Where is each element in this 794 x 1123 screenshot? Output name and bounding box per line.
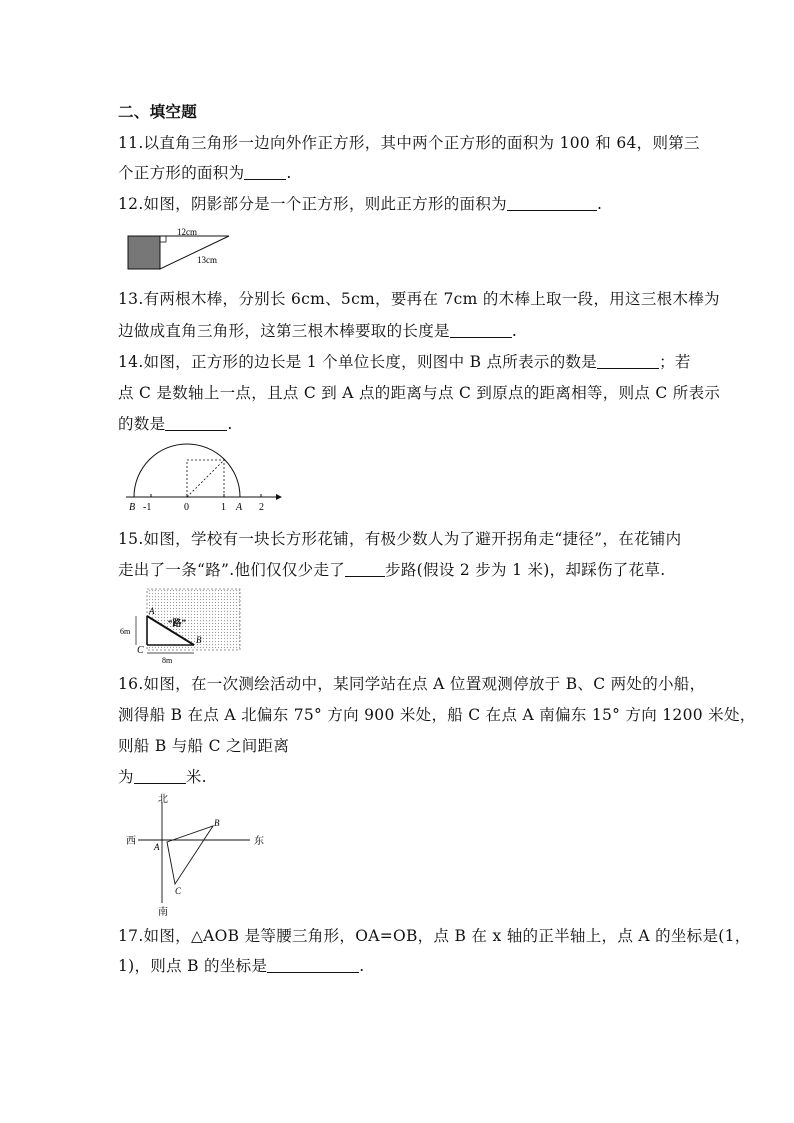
q12-label-hyp: 13cm	[197, 255, 217, 265]
q15-label-6m: 6m	[120, 627, 131, 636]
q14-line3	[118, 413, 233, 435]
q14-text-post: ；若	[659, 353, 691, 371]
q14-label-2: 2	[259, 502, 264, 513]
q11-text: 个正方形的面积为	[118, 164, 245, 182]
q14-text-3: 的数是	[118, 415, 166, 433]
q17-line1: 17.如图，△AOB 是等腰三角形，OA=OB，点 B 在 x 轴的正半轴上，点 A 的坐标是(1，	[118, 927, 751, 945]
q16-label-A: A	[154, 842, 160, 852]
q16-text: 为	[118, 768, 134, 786]
q14-figure	[118, 442, 283, 514]
q15-figure	[118, 586, 244, 666]
q13-answer-blank	[450, 321, 512, 338]
q14-label-1: 1	[221, 502, 226, 513]
q15-label-road: “路”	[168, 618, 187, 628]
q14-label-minus1: -1	[143, 502, 152, 513]
q16-line4	[118, 766, 207, 788]
q14-label-0: 0	[184, 502, 189, 513]
q16-answer-blank	[134, 767, 186, 784]
q12-figure	[127, 226, 237, 274]
q16-line3: 则船 B 与船 C 之间距离	[118, 737, 290, 755]
q16-text-post: 米.	[185, 768, 207, 786]
q16-label-B: B	[214, 818, 220, 828]
q14-period: .	[227, 415, 233, 433]
q15-label-A: A	[149, 606, 155, 616]
q17-text: 1)，则点 B 的坐标是	[118, 957, 268, 975]
q12-period: .	[596, 195, 603, 213]
q15-answer-blank	[345, 560, 385, 577]
q14-label-B: B	[129, 502, 136, 513]
q12-text: 12.如图，阴影部分是一个正方形，则此正方形的面积为	[118, 195, 507, 213]
q14-label-A: A	[236, 502, 243, 513]
q14-line1	[118, 351, 691, 373]
q16-label-north: 北	[158, 794, 168, 805]
q12-triangle	[160, 236, 229, 269]
q11-period: .	[286, 164, 292, 182]
q13-period: .	[511, 322, 518, 340]
q13-line2	[118, 320, 517, 342]
q15-label-C: C	[137, 645, 144, 656]
q16-line2: 测得船 B 在点 A 北偏东 75° 方向 900 米处，船 C 在点 A 南偏东 15° 方向 1200 米处，	[118, 706, 756, 724]
q15-line1: 15.如图，学校有一块长方形花铺，有极少数人为了避开拐角走“捷径”，在花铺内	[118, 530, 682, 548]
q14-line2: 点 C 是数轴上一点，且点 C 到 A 点的距离与点 C 到原点的距离相等，则点 C 所表示	[118, 384, 721, 402]
q11-answer-blank	[244, 163, 286, 180]
q14-diagonal	[187, 460, 224, 497]
q13-text: 边做成直角三角形，这第三根木棒要取的长度是	[118, 322, 450, 340]
q15-label-B: B	[196, 635, 202, 645]
q12-line1	[118, 193, 602, 215]
q12-label-top: 12cm	[177, 227, 197, 237]
q17-period: .	[359, 957, 365, 975]
q14-text: 14.如图，正方形的边长是 1 个单位长度，则图中 B 点所表示的数是	[118, 353, 598, 371]
q16-label-west: 西	[126, 836, 136, 847]
q14-axis-arrow	[276, 494, 282, 500]
q12-shaded-square	[128, 236, 160, 269]
q14-answer-blank-2	[165, 414, 227, 431]
q16-label-south: 南	[158, 907, 168, 918]
q11-line1: 11.以直角三角形一边向外作正方形，其中两个正方形的面积为 100 和 64，则第三	[118, 134, 700, 152]
q16-label-east: 东	[254, 836, 264, 847]
q16-figure	[118, 792, 273, 917]
q13-line1: 13.有两根木棒，分别长 6cm、5cm，要再在 7cm 的木棒上取一段，用这三根木棒为	[118, 290, 720, 308]
q11-line2	[118, 162, 292, 184]
q15-text: 走出了一条“路”.他们仅仅少走了	[118, 561, 346, 579]
q16-label-C: C	[175, 886, 182, 896]
q17-answer-blank	[267, 956, 359, 973]
q16-triangle-ABC	[167, 826, 213, 884]
q16-line1: 16.如图，在一次测绘活动中，某同学站在点 A 位置观测停放于 B、C 两处的小船，	[118, 675, 706, 693]
q17-line2	[118, 955, 365, 977]
q12-answer-blank	[507, 194, 597, 211]
q15-label-8m: 8m	[162, 656, 173, 665]
q15-line2	[118, 559, 665, 581]
q12-right-angle-mark	[160, 236, 166, 242]
q15-text-post: 步路(假设 2 步为 1 米)，却踩伤了花草.	[385, 561, 666, 579]
section-title: 二、填空题	[118, 103, 198, 121]
q14-answer-blank-1	[597, 352, 659, 369]
